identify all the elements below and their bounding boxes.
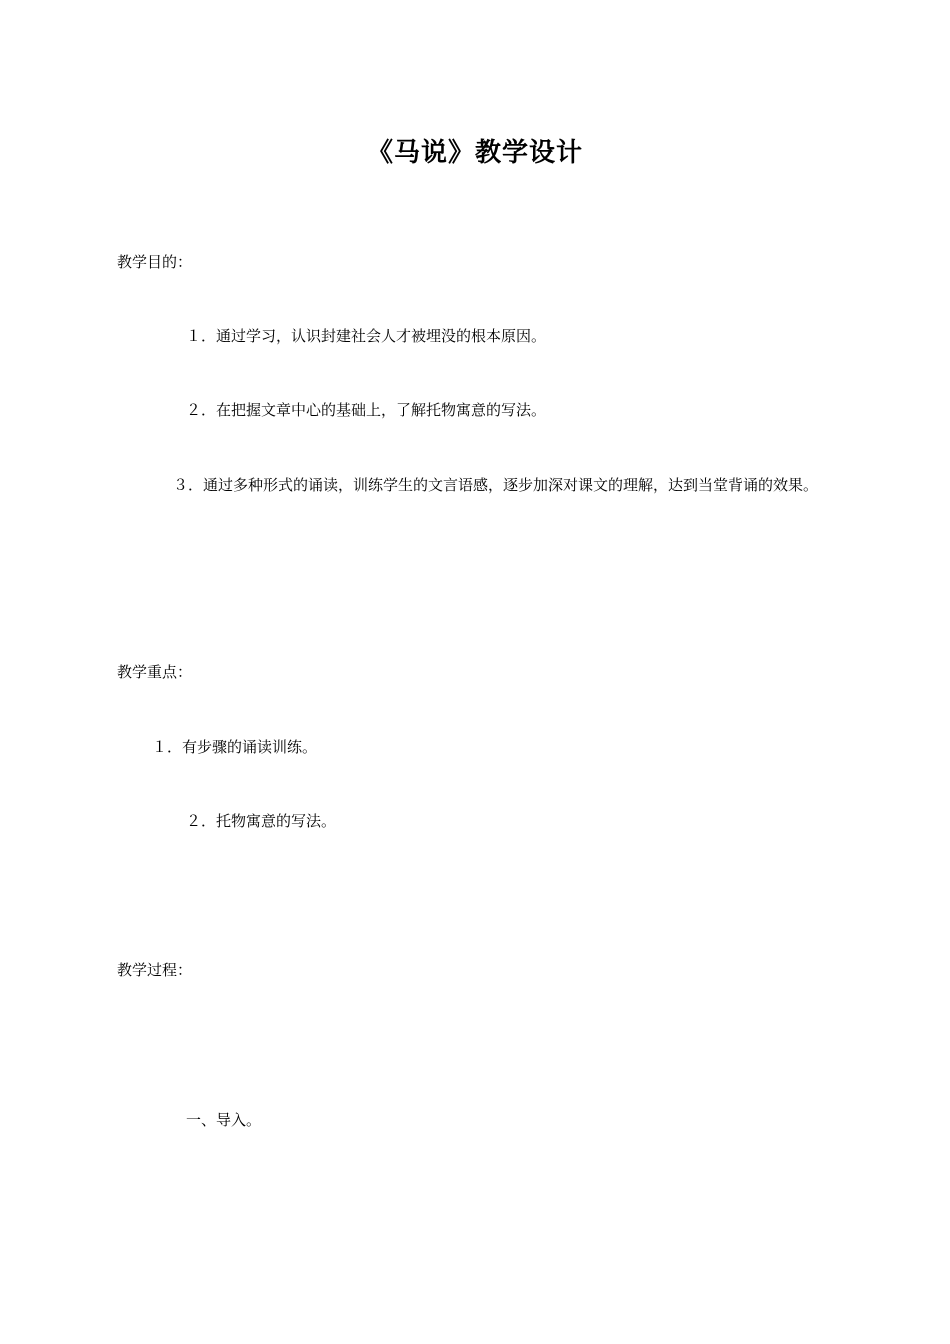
process-heading: 教学过程： [117,961,193,979]
key-points-heading: 教学重点： [117,663,193,681]
page-title: 《马说》教学设计 [366,138,583,168]
key-point-item-2: ２．托物寓意的写法。 [186,812,337,830]
objective-item-2: ２．在把握文章中心的基础上，了解托物寓意的写法。 [186,401,547,419]
objective-item-3: ３．通过多种形式的诵读，训练学生的文言语感，逐步加深对课文的理解，达到当堂背诵的效果。 [173,476,819,494]
process-item-1: 一、导入。 [186,1111,262,1129]
objectives-heading: 教学目的： [117,253,193,271]
key-point-item-1: １．有步骤的诵读训练。 [152,738,318,756]
objective-item-1: １．通过学习，认识封建社会人才被埋没的根本原因。 [186,327,547,345]
